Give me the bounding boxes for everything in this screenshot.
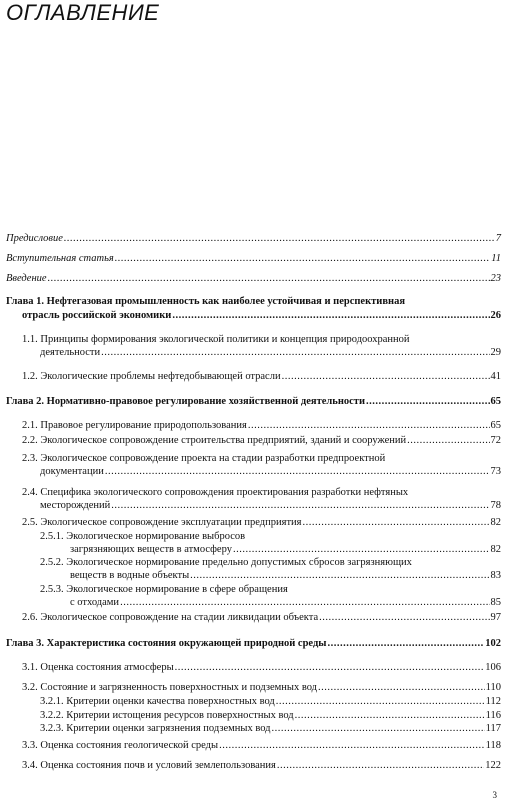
toc-entry-title: Предисловие [6,233,63,244]
toc-entry-page: 41 [490,371,501,382]
toc-entry-title: 3.4. Оценка состояния почв и условий землепользования [22,760,276,771]
toc-entry-page: 110 [485,682,501,693]
leader-dots [366,396,489,408]
toc-entry-title: загрязняющих веществ в атмосферу [70,544,232,555]
toc-entry[interactable] [22,517,501,529]
leader-dots [219,740,485,752]
leader-dots [120,597,489,609]
toc-entry-page: 97 [490,612,501,623]
toc-entry-page: 23 [490,273,501,284]
leader-dots [105,466,490,478]
toc-entry-page: 26 [490,310,501,321]
leader-dots [111,500,489,512]
leader-dots [277,760,484,772]
leader-dots [233,544,490,556]
leader-dots [303,517,490,529]
toc-entry-title: Вступительная статья [6,253,114,264]
toc-entry-page: 7 [495,233,501,244]
leader-dots [282,371,490,383]
toc-entry[interactable] [22,662,501,674]
toc-entry[interactable] [22,760,501,772]
toc-subsection-title-line: 2.5.1. Экологическое нормирование выбросов [40,531,246,542]
toc-entry-page: 106 [485,662,501,673]
toc-entry-title: 3.2.1. Критерии оценки качества поверхностных вод [40,696,275,707]
toc-entry-title: 3.3. Оценка состояния геологической среды [22,740,219,751]
leader-dots [276,696,485,708]
toc-entry-title: 2.5. Экологическое сопровождение эксплуатации предприятия [22,517,302,528]
leader-dots [272,723,485,735]
leader-dots [115,253,491,265]
toc-entry-title: с отходами [70,597,120,608]
toc-entry-page: 82 [490,544,501,555]
toc-entry[interactable] [40,347,501,359]
toc-section-title-line: 2.3. Экологическое сопровождение проекта на стадии разработки предпроектной [22,453,386,464]
toc-entry[interactable] [22,435,501,447]
toc-entry-page: 29 [490,347,501,358]
toc-entry-title: Глава 2. Нормативно-правовое регулирование хозяйственной деятельности [6,396,366,407]
leader-dots [407,435,489,447]
toc-entry-page: 118 [485,740,501,751]
toc-entry-page: 85 [490,597,501,608]
leader-dots [64,233,495,245]
toc-entry-title: 3.1. Оценка состояния атмосферы [22,662,174,673]
page-number: 3 [492,790,497,800]
toc-entry-title: 1.2. Экологические проблемы нефтедобывающей отрасли [22,371,281,382]
toc-chapter-entry[interactable] [6,396,501,408]
toc-entry-page: 122 [485,760,501,771]
toc-entry-title: 3.2.2. Критерии истощения ресурсов поверхностных вод [40,710,294,721]
toc-entry[interactable] [22,420,501,432]
toc-entry[interactable] [70,570,501,582]
toc-chapter-entry[interactable] [22,310,501,322]
leader-dots [327,638,484,650]
toc-entry-title: 3.2. Состояние и загрязненность поверхностных и подземных вод [22,682,317,693]
leader-dots [101,347,489,359]
toc-entry[interactable] [22,682,501,694]
toc-entry[interactable] [70,544,501,556]
toc-entry-title: 2.2. Экологическое сопровождение строительства предприятий, зданий и сооружений [22,435,407,446]
toc-entry-page: 82 [490,517,501,528]
toc-entry-title: 3.2.3. Критерии оценки загрязнения подземных вод [40,723,271,734]
toc-entry-page: 73 [490,466,501,477]
toc-entry-title: Глава 3. Характеристика состояния окружающей природной среды [6,638,327,649]
leader-dots [48,273,490,285]
toc-entry[interactable] [40,500,501,512]
leader-dots [295,710,485,722]
leader-dots [172,310,489,322]
leader-dots [190,570,489,582]
toc-entry[interactable] [40,723,501,735]
toc-entry[interactable] [6,273,501,285]
toc-entry-title: документации [40,466,104,477]
toc-entry[interactable] [22,612,501,624]
toc-entry-page: 102 [485,638,501,649]
toc-entry[interactable] [40,466,501,478]
toc-entry-page: 65 [490,420,501,431]
toc-entry-page: 112 [485,696,501,707]
toc-entry-page: 65 [490,396,501,407]
toc-subsection-title-line: 2.5.3. Экологическое нормирование в сфере обращения [40,584,288,595]
toc-entry-title: Введение [6,273,47,284]
toc-entry-page: 78 [490,500,501,511]
toc-entry-title: отрасль российской экономики [22,310,172,321]
toc-entry-page: 83 [490,570,501,581]
toc-entry[interactable] [40,696,501,708]
leader-dots [175,662,485,674]
toc-entry[interactable] [6,233,501,245]
toc-entry-page: 117 [485,723,501,734]
toc-entry-page: 116 [485,710,501,721]
toc-chapter-entry[interactable] [6,638,501,650]
toc-subsection-title-line: 2.5.2. Экологическое нормирование предельно допустимых сбросов загрязняющих [40,557,412,568]
toc-section-title-line: 2.4. Специфика экологического сопровождения проектирования разработки нефтяных [22,487,409,498]
toc-entry-title: 2.6. Экологическое сопровождение на стадии ликвидации объекта [22,612,319,623]
toc-entry-page: 11 [491,253,501,264]
page-title: ОГЛАВЛЕНИЕ [6,0,160,25]
leader-dots [248,420,490,432]
toc-entry-title: 2.1. Правовое регулирование природопользования [22,420,247,431]
leader-dots [318,682,485,694]
toc-entry[interactable] [22,371,501,383]
toc-entry-page: 72 [490,435,501,446]
toc-entry[interactable] [70,597,501,609]
toc-entry[interactable] [22,740,501,752]
toc-entry-title: веществ в водные объекты [70,570,190,581]
toc-chapter-title-line: Глава 1. Нефтегазовая промышленность как наиболее устойчивая и перспективная [6,296,405,307]
toc-entry-title: месторождений [40,500,111,511]
toc-entry[interactable] [6,253,501,265]
toc-section-title-line: 1.1. Принципы формирования экологической политики и концепция природоохранной [22,334,410,345]
toc-entry-title: деятельности [40,347,101,358]
toc-entry[interactable] [40,710,501,722]
leader-dots [319,612,489,624]
